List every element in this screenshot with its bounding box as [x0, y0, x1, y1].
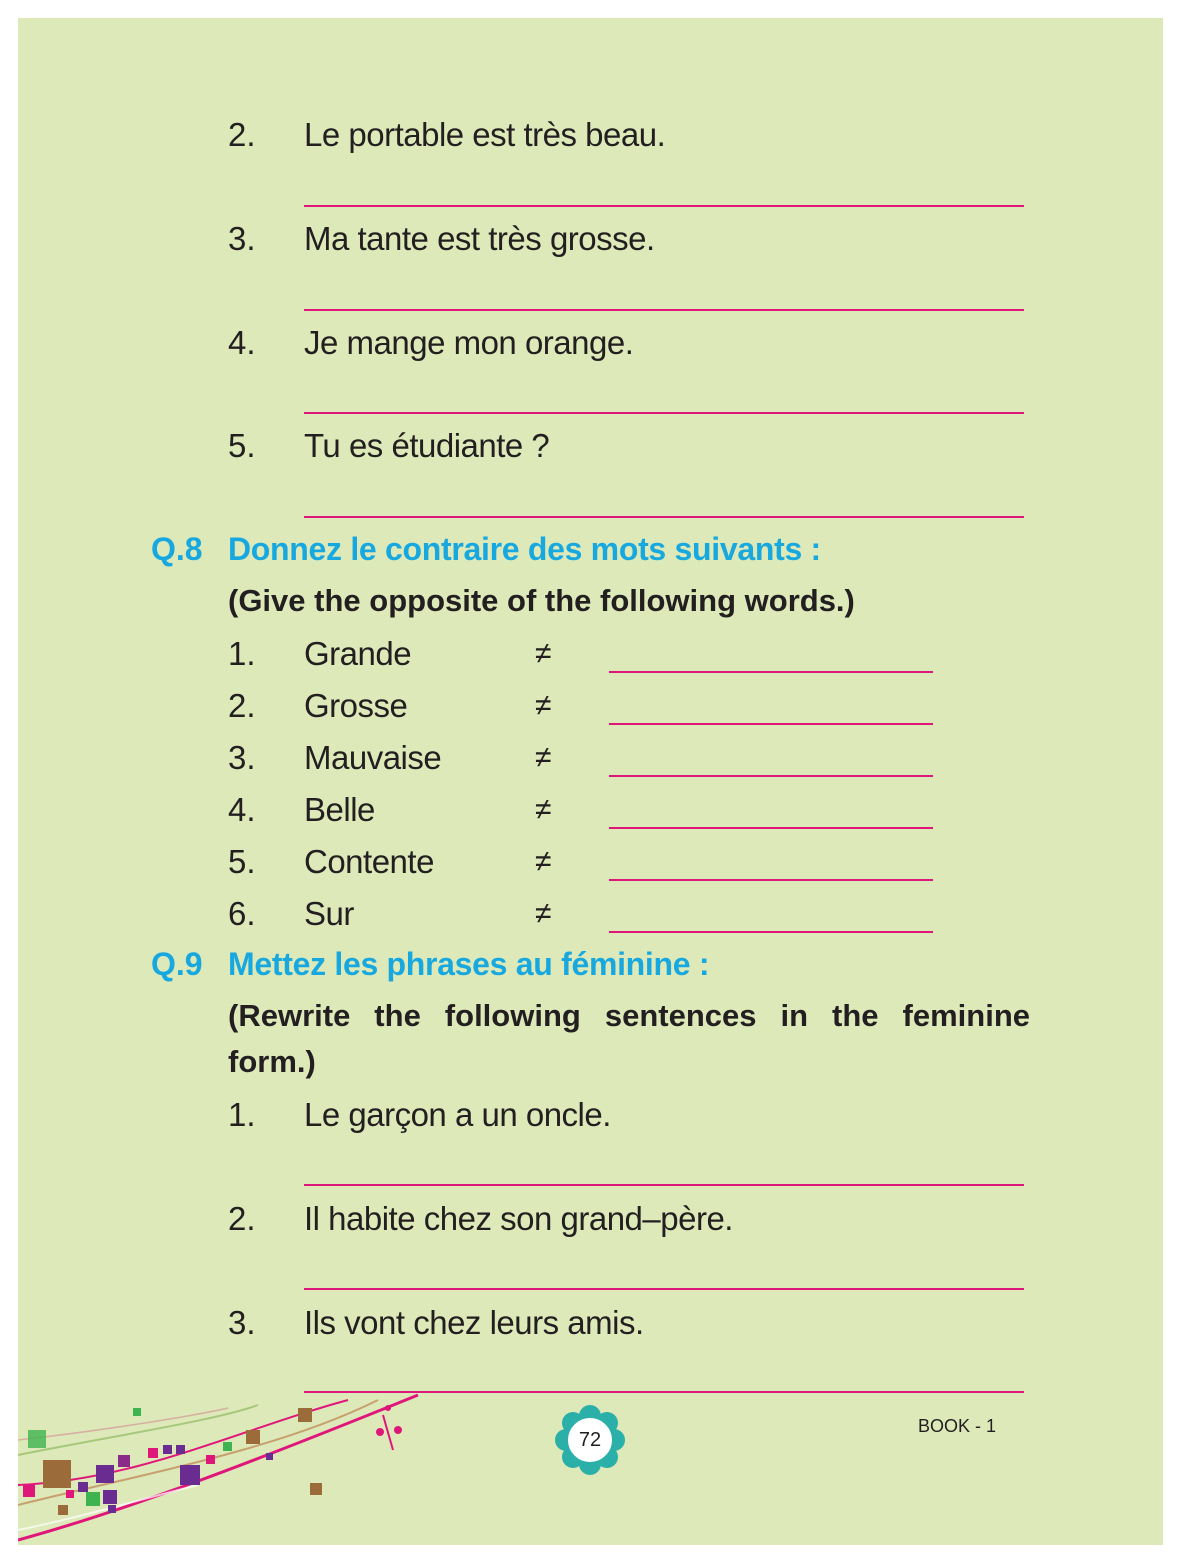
item-number: 5. [228, 843, 256, 880]
answer-line[interactable] [304, 1288, 1024, 1290]
not-equal-symbol: ≠ [535, 845, 552, 878]
answer-line[interactable] [609, 931, 933, 933]
word: Grande [304, 635, 412, 672]
item-number: 3. [228, 1304, 256, 1341]
item-number: 2. [228, 1200, 256, 1237]
decorative-swoosh [18, 1390, 438, 1545]
answer-line[interactable] [609, 775, 933, 777]
book-label: BOOK - 1 [918, 1416, 997, 1436]
not-equal-symbol: ≠ [535, 793, 552, 826]
answer-line[interactable] [304, 309, 1024, 311]
answer-line[interactable] [304, 1184, 1024, 1186]
sentence: Ils vont chez leurs amis. [304, 1304, 644, 1341]
answer-line[interactable] [304, 205, 1024, 207]
answer-line[interactable] [609, 671, 933, 673]
not-equal-symbol: ≠ [535, 637, 552, 670]
sentence: Il habite chez son grand–père. [304, 1200, 733, 1237]
item-number: 1. [228, 635, 256, 672]
question-subtitle: (Rewrite the following sentences in the feminine [228, 998, 1030, 1033]
question-title: Mettez les phrases au féminine : [228, 946, 710, 982]
item-number: 4. [228, 324, 256, 361]
not-equal-symbol: ≠ [535, 689, 552, 722]
question-subtitle-continued: form.) [228, 1044, 316, 1079]
question-title: Donnez le contraire des mots suivants : [228, 531, 821, 567]
page-number: 72 [563, 1413, 617, 1467]
item-number: 5. [228, 427, 256, 464]
item-number: 6. [228, 895, 256, 932]
sentence: Le portable est très beau. [304, 116, 666, 153]
sentence: Je mange mon orange. [304, 324, 634, 361]
item-number: 4. [228, 791, 256, 828]
word: Sur [304, 895, 354, 932]
sentence: Le garçon a un oncle. [304, 1096, 611, 1133]
item-number: 2. [228, 687, 256, 724]
word: Grosse [304, 687, 408, 724]
answer-line[interactable] [609, 827, 933, 829]
question-label: Q.9 [151, 946, 203, 982]
answer-line[interactable] [304, 412, 1024, 414]
item-number: 1. [228, 1096, 256, 1133]
question-label: Q.8 [151, 531, 203, 567]
answer-line[interactable] [609, 723, 933, 725]
item-number: 3. [228, 220, 256, 257]
not-equal-symbol: ≠ [535, 897, 552, 930]
word: Contente [304, 843, 434, 880]
answer-line[interactable] [609, 879, 933, 881]
item-number: 3. [228, 739, 256, 776]
item-number: 2. [228, 116, 256, 153]
word: Mauvaise [304, 739, 442, 776]
answer-line[interactable] [304, 516, 1024, 518]
sentence: Tu es étudiante ? [304, 427, 550, 464]
not-equal-symbol: ≠ [535, 741, 552, 774]
word: Belle [304, 791, 375, 828]
question-subtitle: (Give the opposite of the following words.) [228, 583, 855, 618]
sentence: Ma tante est très grosse. [304, 220, 655, 257]
